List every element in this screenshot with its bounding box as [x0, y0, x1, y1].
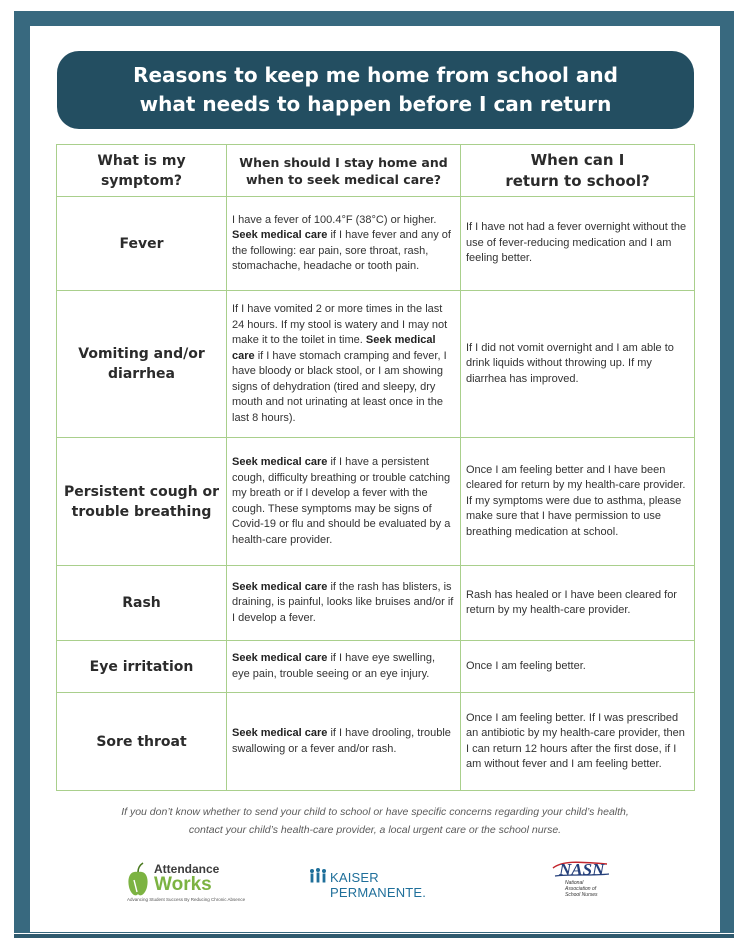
frame-bottom-strip: [14, 934, 734, 938]
nasn-sub-line3: School Nurses: [565, 892, 598, 898]
header-when-line1: When should I stay home and: [239, 154, 448, 170]
nasn-text: NASN: [559, 860, 605, 879]
header-symptom-line1: What is my: [97, 152, 186, 169]
when-cell: [227, 197, 461, 291]
return-cell: If I did not vomit overnight and I am able to drink liquids without throwing up. If my diarrhea has improved.: [461, 291, 695, 438]
table-row: [57, 291, 695, 438]
attendance-works-line2: Works: [154, 874, 212, 895]
when-cell: [227, 291, 461, 438]
seek-care-label: Seek medical care: [232, 580, 328, 593]
kaiser-people-icon: [308, 868, 328, 884]
nasn-sub-line2: Association of: [565, 886, 597, 892]
attendance-works-logo: [127, 856, 247, 906]
header-symptom-line2: symptom?: [100, 172, 183, 189]
when-cell: [227, 641, 461, 693]
symptom-table: [56, 144, 695, 791]
header-when-line2: when to seek medical care?: [245, 171, 442, 187]
title-line-2: what needs to happen before I can return: [139, 92, 612, 116]
kaiser-permanente-logo: [308, 866, 468, 900]
table-row: [57, 566, 695, 641]
nasn-subtitle: [565, 880, 598, 898]
title-banner: [57, 51, 694, 129]
header-when: [227, 145, 461, 197]
apple-leaf-icon: [127, 862, 149, 898]
when-text-2: if I have stomach cramping and fever, I have bloody or black stool, or I am showing signs of dehydration (tired and sleepy, dry mouth and not urinating at least once in the last 8 hours).: [232, 349, 447, 424]
symptom-name: Rash: [57, 566, 227, 641]
return-cell: If I have not had a fever overnight without the use of fever-reducing medication and I am feeling better.: [461, 197, 695, 291]
footnote-line-1: If you don’t know whether to send your child to school or have specific concerns regarding your child’s health,: [121, 806, 629, 818]
header-return: [461, 145, 695, 197]
when-cell: [227, 693, 461, 791]
nasn-logo: [551, 860, 621, 912]
attendance-works-tagline: Advancing Student Success By Reducing Chronic Absence: [127, 897, 246, 902]
return-cell: Once I am feeling better and I have been cleared for return by my health-care provider. If my symptoms were due to asthma, please make sure that I have permission to use breathing medication at school.: [461, 438, 695, 566]
seek-care-label: Seek medical care: [232, 456, 328, 468]
header-symptom: [57, 145, 227, 197]
symptom-name: Sore throat: [57, 693, 227, 791]
attendance-works-line1: Attendance: [154, 862, 220, 876]
when-text-2: if I have fever and any of the following: ear pain, sore throat, rash, stomachache, headache or tooth pain.: [232, 229, 451, 272]
nasn-sub-line1: National: [565, 880, 584, 886]
when-cell: [227, 438, 461, 566]
seek-care-label: Seek medical care: [232, 727, 328, 739]
header-return-line1: When can I: [530, 150, 625, 169]
symptom-name: Persistent cough or trouble breathing: [57, 438, 227, 566]
when-text: If I have vomited 2 or more times in the last 24 hours. If my stool is watery and I may not make it to the toilet in time.: [232, 303, 448, 346]
when-text: if I have eye swelling, eye pain, trouble seeing or an eye injury.: [232, 652, 436, 680]
footnote: [60, 803, 690, 839]
table-row: [57, 693, 695, 791]
return-cell: Once I am feeling better.: [461, 641, 695, 693]
when-text: if I have drooling, trouble swallowing or a fever and/or rash.: [232, 727, 451, 755]
title-line-1: Reasons to keep me home from school and: [133, 63, 618, 87]
seek-care-label: Seek medical care: [232, 229, 328, 241]
symptom-name: Fever: [57, 197, 227, 291]
symptom-name: Eye irritation: [57, 641, 227, 693]
table-row: [57, 641, 695, 693]
seek-care-label: Seek medical care: [232, 334, 436, 362]
footnote-line-2: contact your child’s health-care provider, a local urgent care or the school nurse.: [188, 824, 562, 836]
when-text: if the rash has blisters, is draining, is painful, looks like bruises and/or if I develop a fever.: [232, 580, 454, 624]
when-cell: [227, 566, 461, 641]
symptom-name: Vomiting and/or diarrhea: [57, 291, 227, 438]
when-text: if I have a persistent cough, difficulty breathing or trouble catching my breath or if I develop a fever with the cough. These symptoms may be signs of Covid-19 or flu and should be evaluated by a health-care provider.: [232, 456, 451, 546]
kaiser-text: KAISER PERMANENTE.: [330, 870, 427, 900]
table-row: [57, 197, 695, 291]
return-cell: Once I am feeling better. If I was prescribed an antibiotic by my health-care provider, then I can return 12 hours after the first dose, if I am without fever and I am feeling better.: [461, 693, 695, 791]
when-text: I have a fever of 100.4°F (38°C) or higher.: [232, 213, 437, 226]
table-header-row: [57, 145, 695, 197]
return-cell: Rash has healed or I have been cleared for return by my health-care provider.: [461, 566, 695, 641]
table-row: [57, 438, 695, 566]
seek-care-label: Seek medical care: [232, 652, 328, 664]
header-return-line2: return to school?: [505, 171, 650, 190]
